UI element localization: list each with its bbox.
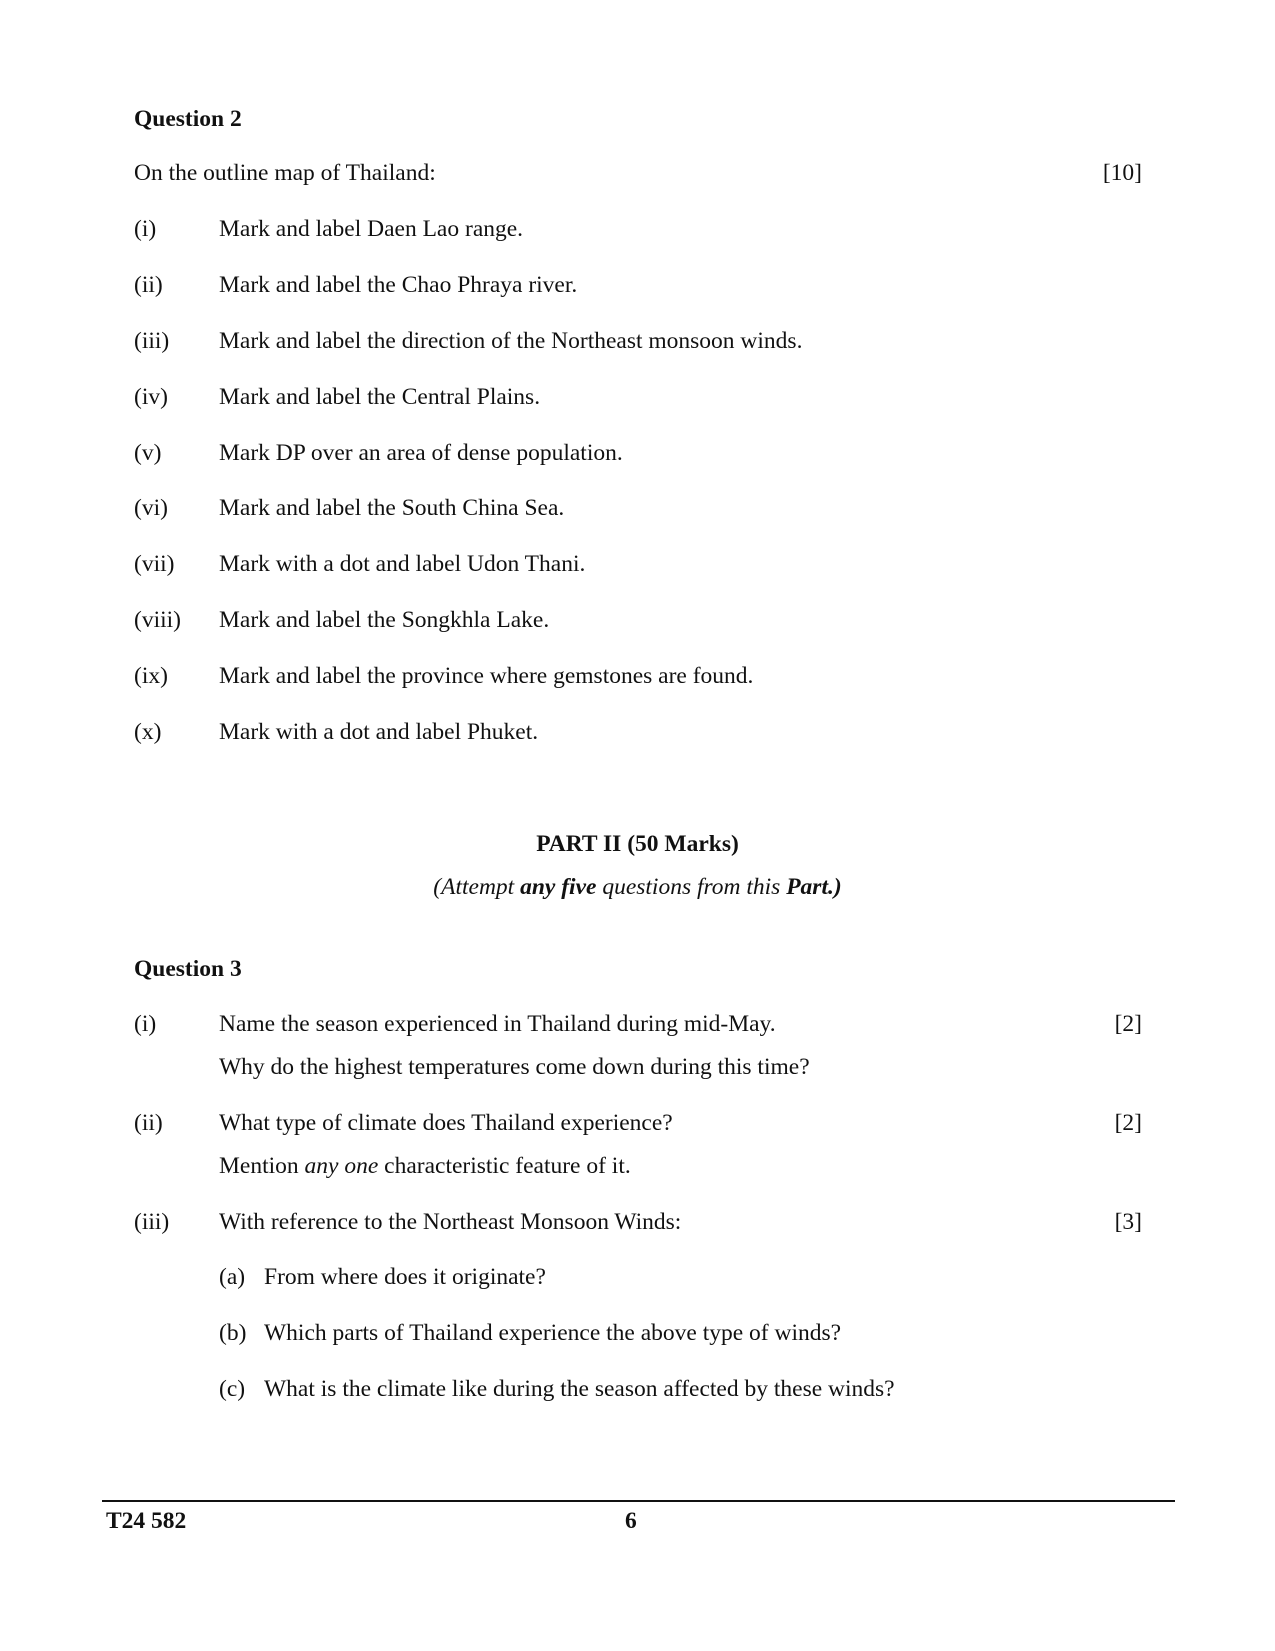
paper-code: T24 582 — [106, 1508, 187, 1534]
q2-item-text: Mark with a dot and label Udon Thani. — [219, 551, 586, 577]
q3-item-text: With reference to the Northeast Monsoon Winds: — [219, 1209, 682, 1235]
q3-sub-text: From where does it originate? — [264, 1264, 546, 1290]
question-2-marks: [10] — [1102, 160, 1142, 186]
page-number: 6 — [625, 1508, 637, 1534]
q3-sub-letter: (b) — [219, 1320, 247, 1346]
q2-item-text: Mark and label the Central Plains. — [219, 384, 541, 410]
q2-item-text: Mark and label the Chao Phraya river. — [219, 272, 578, 298]
q2-item-number: (viii) — [134, 607, 181, 633]
q3-item-text-line2 — [219, 1155, 631, 1179]
footer-divider — [102, 1500, 1175, 1502]
q3-item-number: (iii) — [134, 1209, 170, 1235]
line2-prefix: Mention — [219, 1153, 305, 1179]
question-2-intro: On the outline map of Thailand: — [134, 160, 436, 186]
question-2-heading: Question 2 — [134, 106, 242, 132]
line2-suffix: characteristic feature of it. — [378, 1153, 631, 1179]
instruction-middle: questions from this — [596, 874, 787, 900]
instruction-open: (Attempt — [433, 874, 521, 900]
q3-item-text: Name the season experienced in Thailand during mid-May. — [219, 1011, 776, 1037]
q2-item-number: (v) — [134, 440, 162, 466]
instruction-emphasis-any-five: any five — [520, 874, 597, 900]
q3-item-marks: [2] — [1114, 1011, 1142, 1037]
q3-sub-text: What is the climate like during the season affected by these winds? — [264, 1376, 895, 1402]
question-3-heading: Question 3 — [134, 956, 242, 982]
q3-item-number: (ii) — [134, 1110, 163, 1136]
q2-item-number: (vii) — [134, 551, 175, 577]
q3-sub-letter: (a) — [219, 1264, 246, 1290]
q3-item-marks: [3] — [1114, 1209, 1142, 1235]
q2-item-text: Mark and label Daen Lao range. — [219, 216, 524, 242]
q3-item-text: What type of climate does Thailand experience? — [219, 1110, 673, 1136]
q2-item-number: (vi) — [134, 495, 168, 521]
q3-sub-text: Which parts of Thailand experience the above type of winds? — [264, 1320, 842, 1346]
q3-item-marks: [2] — [1114, 1110, 1142, 1136]
q2-item-number: (i) — [134, 216, 157, 242]
q3-item-number: (i) — [134, 1011, 157, 1037]
part-2-title: PART II (50 Marks) — [536, 831, 739, 857]
q2-item-number: (ii) — [134, 272, 163, 298]
q3-item-text-line2: Why do the highest temperatures come down during this time? — [219, 1054, 810, 1080]
line2-emphasis: any one — [304, 1153, 379, 1179]
q2-item-text: Mark and label the Songkhla Lake. — [219, 607, 550, 633]
q2-item-text: Mark and label the province where gemstones are found. — [219, 663, 754, 689]
q2-item-text: Mark DP over an area of dense population. — [219, 440, 623, 466]
q2-item-text: Mark with a dot and label Phuket. — [219, 719, 539, 745]
q2-item-number: (x) — [134, 719, 162, 745]
q2-item-text: Mark and label the direction of the Northeast monsoon winds. — [219, 328, 803, 354]
instruction-emphasis-part: Part.) — [786, 874, 842, 900]
q2-item-text: Mark and label the South China Sea. — [219, 495, 565, 521]
q3-sub-letter: (c) — [219, 1376, 246, 1402]
part-2-instruction — [0, 876, 1275, 900]
q2-item-number: (ix) — [134, 663, 168, 689]
q2-item-number: (iv) — [134, 384, 168, 410]
q2-item-number: (iii) — [134, 328, 170, 354]
